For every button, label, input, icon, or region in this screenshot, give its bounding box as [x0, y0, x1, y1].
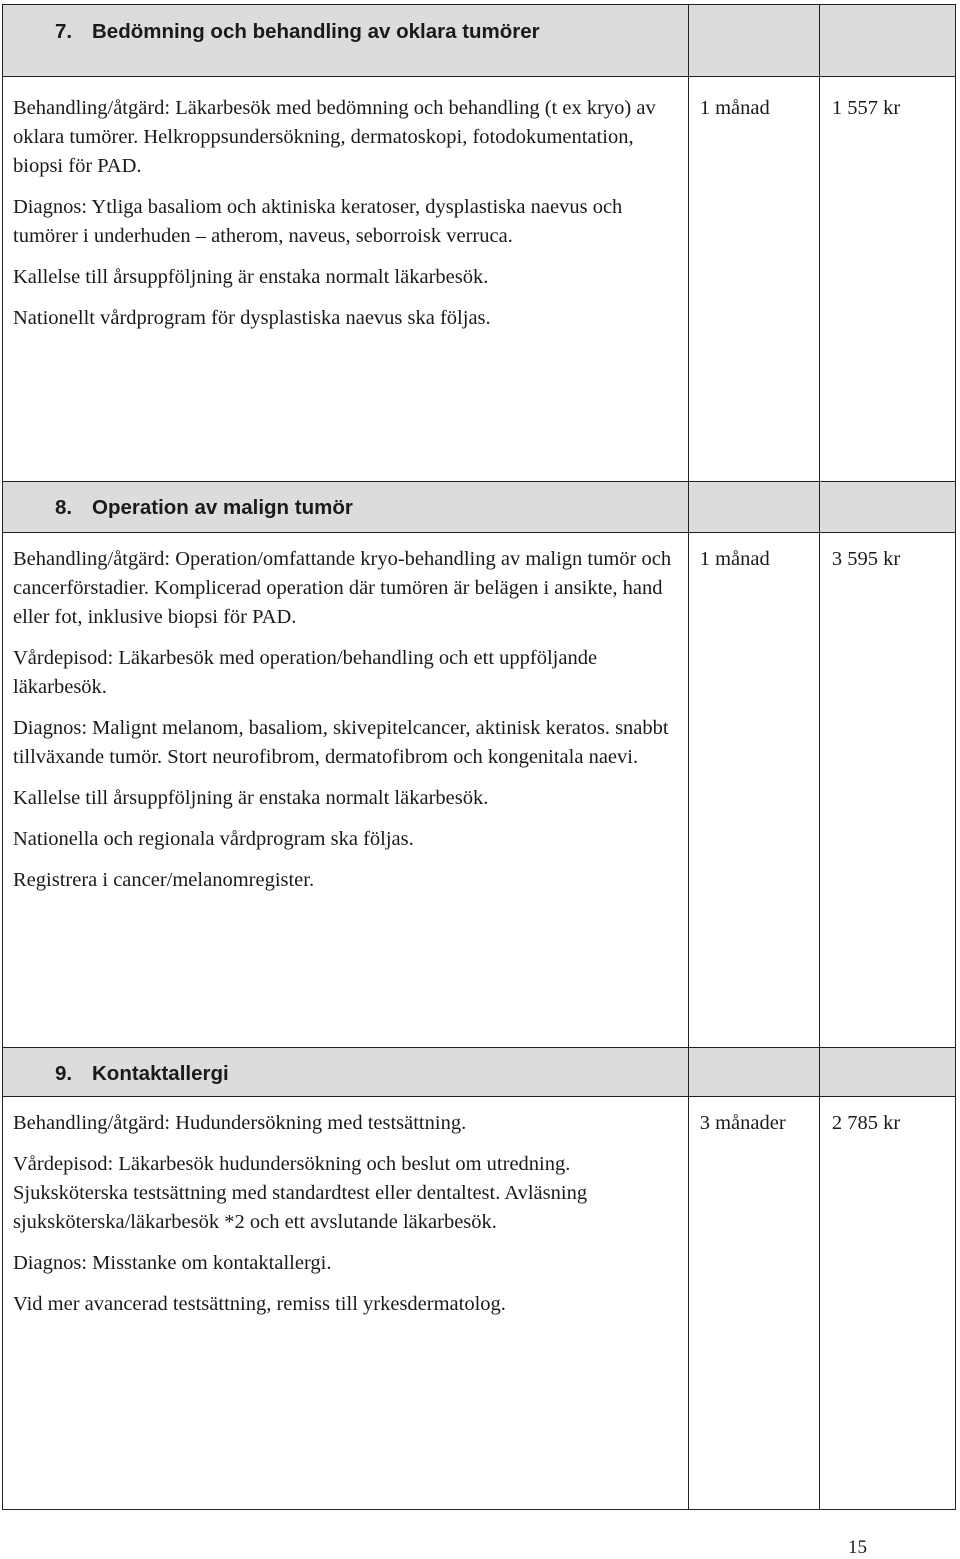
section-8-register: Registrera i cancer/melanomregister.: [13, 869, 315, 891]
section-8-followup: Kallelse till årsuppföljning är enstaka normalt läkarbesök.: [13, 787, 489, 809]
section-7-treatment: Behandling/åtgärd: Läkarbesök med bedömning och behandling (t ex kryo) av oklara tumörer. Helkroppsundersökning, dermatoskopi, fotodokumentation, biopsi för PAD.: [13, 97, 656, 177]
section-8-price: 3 595 kr: [831, 548, 901, 570]
section-7-title: Bedömning och behandling av oklara tumörer: [92, 20, 540, 43]
section-9-price: 2 785 kr: [831, 1112, 901, 1134]
section-8-diagnosis: Diagnos: Malignt melanom, basaliom, skivepitelcancer, aktinisk keratos. snabbt tillväxande tumör. Stort neurofibrom, dermatofibrom och kongenitala naevi.: [13, 717, 669, 768]
section-7-program: Nationellt vårdprogram för dysplastiska naevus ska följas.: [13, 307, 491, 329]
section-9-duration: 3 månader: [699, 1112, 786, 1134]
section-9-diagnosis: Diagnos: Misstanke om kontaktallergi.: [13, 1252, 332, 1274]
section-8-duration-cell: [688, 533, 819, 1048]
section-8-program: Nationella och regionala vårdprogram ska följas.: [13, 828, 414, 850]
section-9-header-row: [3, 1048, 956, 1097]
section-7-heading-cell: [3, 5, 689, 77]
section-9-episode: Vårdepisod: Läkarbesök hudundersökning och beslut om utredning. Sjuksköterska testsättning med standardtest eller dentaltest. Avläsning sjuksköterska/läkarbesök *2 och ett avslutande läkarbesök.: [13, 1153, 588, 1233]
section-8-header-price-cell: [819, 482, 955, 533]
section-9-header-price-cell: [819, 1048, 955, 1097]
section-8-body-cell: [3, 533, 689, 1048]
section-9-treatment: Behandling/åtgärd: Hudundersökning med testsättning.: [13, 1112, 467, 1134]
section-8-price-cell: [819, 533, 955, 1048]
section-9-body-row: [3, 1097, 956, 1510]
section-8-header-row: [3, 482, 956, 533]
section-7-body-row: [3, 77, 956, 482]
section-9-price-cell: [819, 1097, 955, 1510]
section-8-header-duration-cell: [688, 482, 819, 533]
section-8-heading-cell: [3, 482, 689, 533]
section-8-treatment: Behandling/åtgärd: Operation/omfattande kryo-behandling av malign tumör och cancerförstadier. Komplicerad operation där tumören är belägen i ansikte, hand eller fot, inklusive biopsi för PAD.: [13, 548, 672, 628]
section-7-duration-cell: [688, 77, 819, 482]
section-7-diagnosis: Diagnos: Ytliga basaliom och aktiniska keratoser, dysplastiska naevus och tumörer i underhuden – atherom, naveus, seborroisk verruca.: [13, 196, 623, 247]
section-7-followup: Kallelse till årsuppföljning är enstaka normalt läkarbesök.: [13, 266, 489, 288]
section-7-heading: [3, 5, 688, 45]
section-7-price: 1 557 kr: [831, 97, 901, 119]
section-8-episode: Vårdepisod: Läkarbesök med operation/behandling och ett uppföljande läkarbesök.: [13, 647, 598, 698]
section-9-body-cell: [3, 1097, 689, 1510]
section-9-heading: [3, 1048, 688, 1087]
section-7-body-cell: [3, 77, 689, 482]
section-8-title: Operation av malign tumör: [92, 496, 353, 519]
section-9-number: 9.: [55, 1062, 73, 1085]
section-7-number: 7.: [55, 20, 73, 43]
section-7-price-cell: [819, 77, 955, 482]
section-9-heading-cell: [3, 1048, 689, 1097]
section-8-heading: [3, 482, 688, 521]
section-9-header-duration-cell: [688, 1048, 819, 1097]
section-7-header-row: [3, 5, 956, 77]
section-8-number: 8.: [55, 496, 73, 519]
section-9-title: Kontaktallergi: [92, 1062, 229, 1085]
page-number: 15: [848, 1537, 867, 1558]
treatment-table: [2, 4, 956, 1510]
section-9-referral: Vid mer avancerad testsättning, remiss till yrkesdermatolog.: [13, 1293, 506, 1315]
section-7-header-duration-cell: [688, 5, 819, 77]
section-8-duration: 1 månad: [699, 548, 770, 570]
section-9-duration-cell: [688, 1097, 819, 1510]
section-8-body-row: [3, 533, 956, 1048]
section-7-header-price-cell: [819, 5, 955, 77]
section-7-duration: 1 månad: [699, 97, 770, 119]
